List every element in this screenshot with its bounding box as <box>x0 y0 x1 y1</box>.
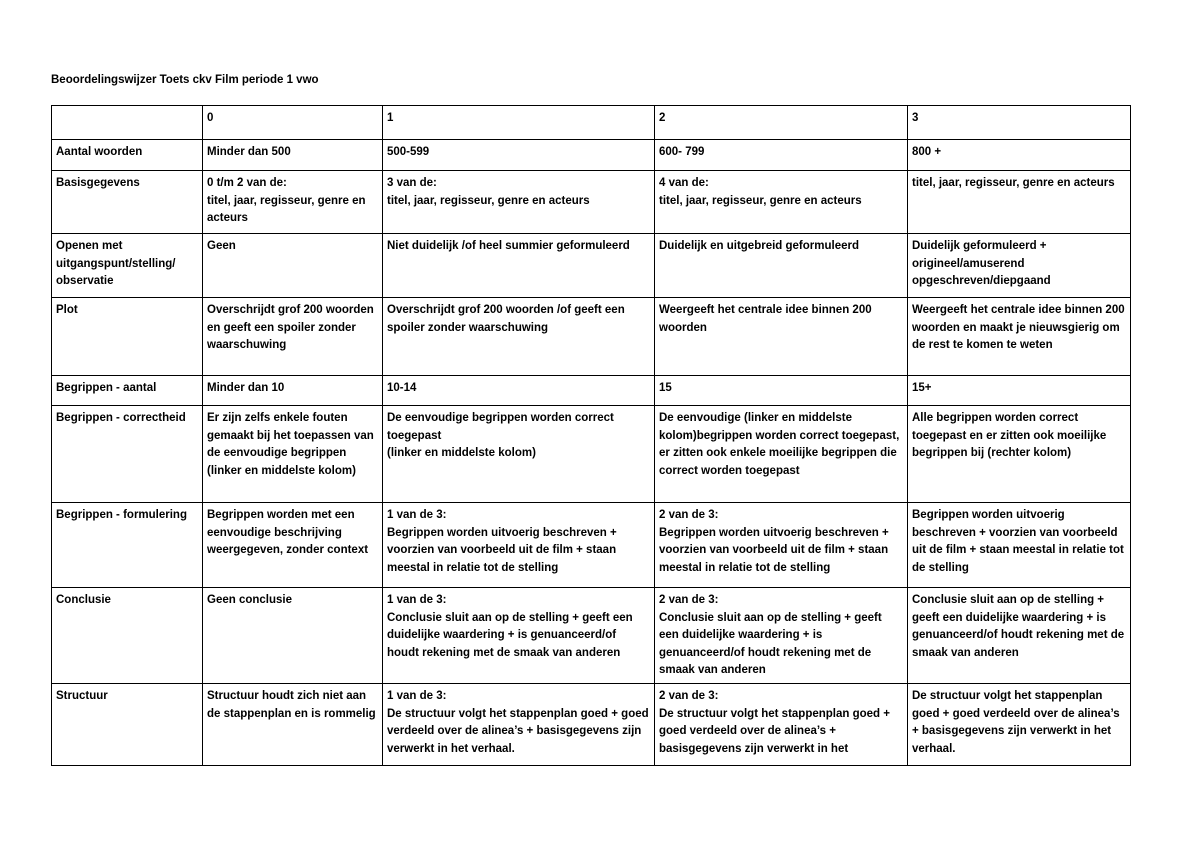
table-cell: 600- 799 <box>655 140 908 171</box>
table-cell: Geen conclusie <box>203 588 383 684</box>
header-row <box>52 106 1131 140</box>
table-cell: 2 van de 3: Conclusie sluit aan op de stelling + geeft een duidelijke waardering + is genuanceerd/of houdt rekening met de smaak van anderen <box>655 588 908 684</box>
header-cell-score-2: 2 <box>655 106 908 140</box>
table-cell: De eenvoudige begrippen worden correct toegepast (linker en middelste kolom) <box>383 406 655 503</box>
table-cell: Weergeeft het centrale idee binnen 200 woorden en maakt je nieuwsgierig om de rest te komen te weten <box>908 298 1131 376</box>
rubric-table <box>51 105 1131 766</box>
table-cell: 15 <box>655 376 908 406</box>
table-cell: Alle begrippen worden correct toegepast en er zitten ook moeilijke begrippen bij (rechter kolom) <box>908 406 1131 503</box>
table-cell: Duidelijk geformuleerd + origineel/amuserend opgeschreven/diepgaand <box>908 234 1131 298</box>
row-label: Aantal woorden <box>52 140 203 171</box>
table-cell: 10-14 <box>383 376 655 406</box>
table-cell: 800 + <box>908 140 1131 171</box>
row-label: Begrippen - formulering <box>52 503 203 588</box>
row-label: Openen met uitgangspunt/stelling/ observatie <box>52 234 203 298</box>
table-cell: Er zijn zelfs enkele fouten gemaakt bij het toepassen van de eenvoudige begrippen (linker en middelste kolom) <box>203 406 383 503</box>
header-cell-criterion <box>52 106 203 140</box>
table-cell: 3 van de: titel, jaar, regisseur, genre en acteurs <box>383 171 655 234</box>
table-row <box>52 298 1131 376</box>
table-cell: titel, jaar, regisseur, genre en acteurs <box>908 171 1131 234</box>
table-cell: Minder dan 500 <box>203 140 383 171</box>
table-cell: Conclusie sluit aan op de stelling + geeft een duidelijke waardering + is genuanceerd/of houdt rekening met de smaak van anderen <box>908 588 1131 684</box>
header-cell-score-0: 0 <box>203 106 383 140</box>
table-cell: Duidelijk en uitgebreid geformuleerd <box>655 234 908 298</box>
table-cell: 0 t/m 2 van de: titel, jaar, regisseur, genre en acteurs <box>203 171 383 234</box>
row-label: Basisgegevens <box>52 171 203 234</box>
row-label: Conclusie <box>52 588 203 684</box>
header-cell-score-1: 1 <box>383 106 655 140</box>
row-label: Plot <box>52 298 203 376</box>
table-cell: 2 van de 3: De structuur volgt het stappenplan goed + goed verdeeld over de alinea’s + basisgegevens zijn verwerkt in het <box>655 684 908 766</box>
table-cell: Overschrijdt grof 200 woorden /of geeft een spoiler zonder waarschuwing <box>383 298 655 376</box>
table-cell: 4 van de: titel, jaar, regisseur, genre en acteurs <box>655 171 908 234</box>
table-cell: Overschrijdt grof 200 woorden en geeft een spoiler zonder waarschuwing <box>203 298 383 376</box>
table-row <box>52 234 1131 298</box>
table-cell: 500-599 <box>383 140 655 171</box>
row-label: Begrippen - aantal <box>52 376 203 406</box>
table-cell: Weergeeft het centrale idee binnen 200 woorden <box>655 298 908 376</box>
table-cell: 2 van de 3: Begrippen worden uitvoerig beschreven + voorzien van voorbeeld uit de film + staan meestal in relatie tot de stelling <box>655 503 908 588</box>
table-row <box>52 140 1131 171</box>
table-cell: Begrippen worden met een eenvoudige beschrijving weergegeven, zonder context <box>203 503 383 588</box>
header-cell-score-3: 3 <box>908 106 1131 140</box>
table-cell: Minder dan 10 <box>203 376 383 406</box>
table-row <box>52 503 1131 588</box>
table-cell: Begrippen worden uitvoerig beschreven + voorzien van voorbeeld uit de film + staan meestal in relatie tot de stelling <box>908 503 1131 588</box>
document-title: Beoordelingswijzer Toets ckv Film periode 1 vwo <box>51 74 319 86</box>
table-row <box>52 171 1131 234</box>
table-cell: De eenvoudige (linker en middelste kolom)begrippen worden correct toegepast, er zitten ook enkele moeilijke begrippen die correct worden toegepast <box>655 406 908 503</box>
table-cell: 1 van de 3: Begrippen worden uitvoerig beschreven + voorzien van voorbeeld uit de film + staan meestal in relatie tot de stelling <box>383 503 655 588</box>
table-cell: 15+ <box>908 376 1131 406</box>
table-row <box>52 588 1131 684</box>
table-cell: Structuur houdt zich niet aan de stappenplan en is rommelig <box>203 684 383 766</box>
table-cell: 1 van de 3: Conclusie sluit aan op de stelling + geeft een duidelijke waardering + is genuanceerd/of houdt rekening met de smaak van anderen <box>383 588 655 684</box>
table-row <box>52 684 1131 766</box>
row-label: Begrippen - correctheid <box>52 406 203 503</box>
table-row <box>52 376 1131 406</box>
table-cell: Geen <box>203 234 383 298</box>
table-row <box>52 406 1131 503</box>
table-cell: De structuur volgt het stappenplan goed + goed verdeeld over de alinea’s + basisgegevens zijn verwerkt in het verhaal. <box>908 684 1131 766</box>
row-label: Structuur <box>52 684 203 766</box>
table-cell: Niet duidelijk /of heel summier geformuleerd <box>383 234 655 298</box>
table-cell: 1 van de 3: De structuur volgt het stappenplan goed + goed verdeeld over de alinea’s + basisgegevens zijn verwerkt in het verhaal. <box>383 684 655 766</box>
